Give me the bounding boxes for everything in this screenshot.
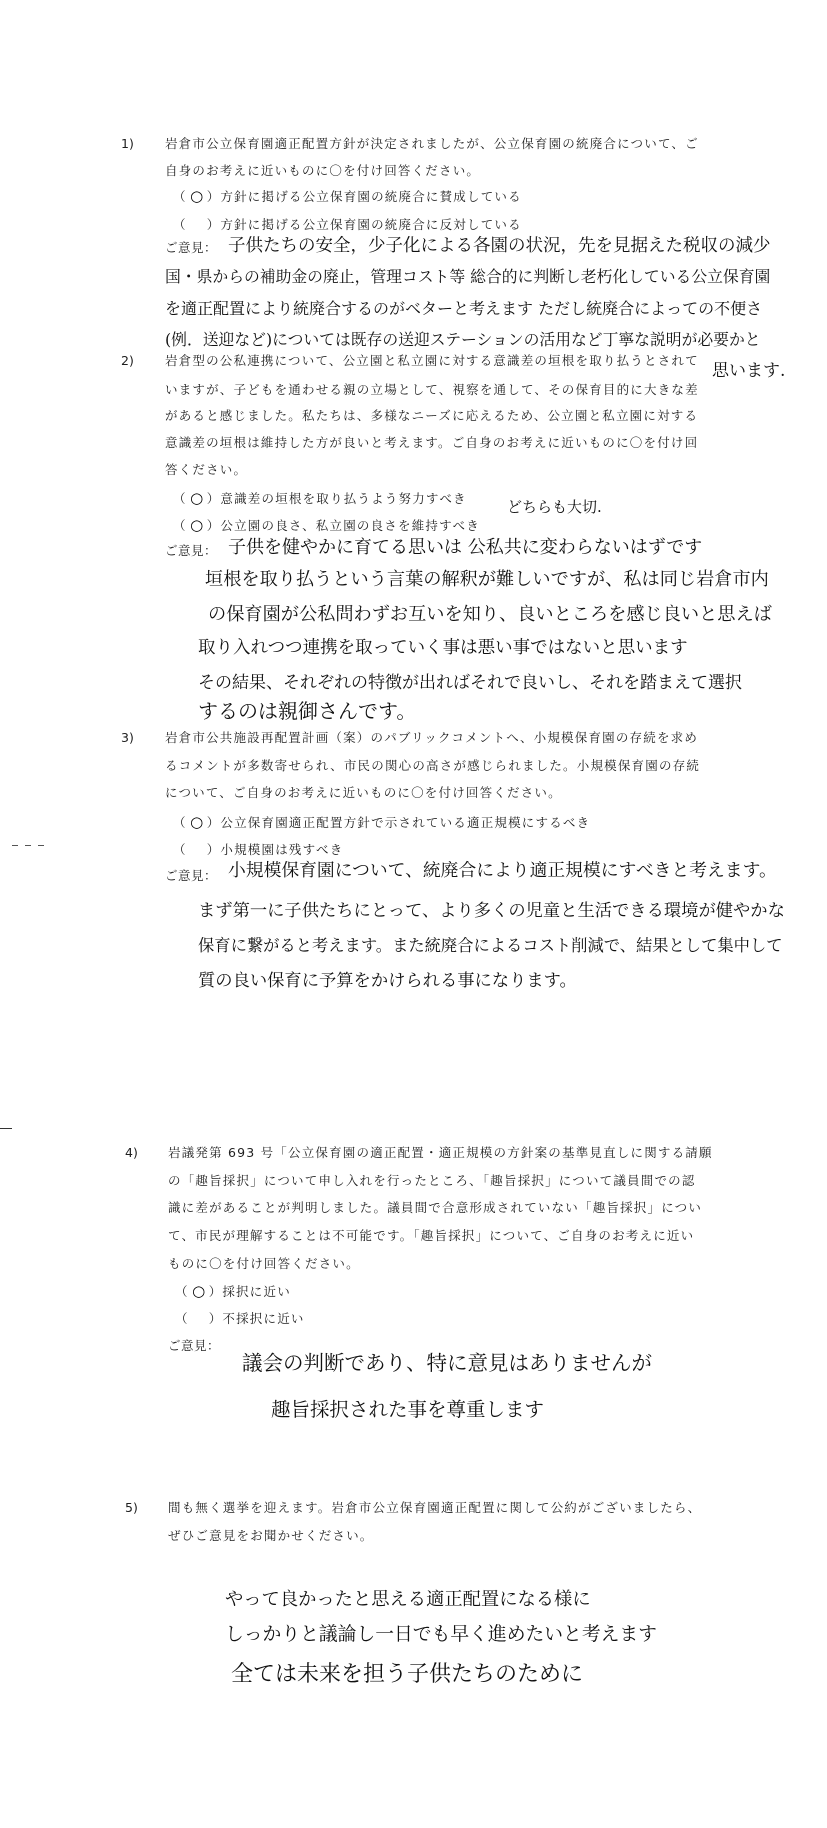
question-number: 2) (121, 353, 134, 368)
question-text-line: いますが、子どもを通わせる親の立場として、視察を通して、その保育目的に大きな差 (165, 382, 699, 397)
scan-mark (38, 845, 44, 846)
question-text-line: 意識差の垣根は維持した方が良いと考えます。ご自身のお考えに近いものに〇を付け回 (165, 435, 699, 450)
circle-mark: ○ (190, 489, 204, 507)
circle-mark: ○ (190, 813, 204, 831)
paren-open: （ (173, 815, 187, 830)
paren-close: ） (206, 815, 221, 830)
paren-close: ） (208, 1284, 223, 1299)
answer-option (173, 490, 467, 506)
paren-close: ） (206, 217, 221, 232)
answer-option (175, 1310, 305, 1326)
question-text-line: があると感じました。私たちは、多様なニーズに応えるため、公立園と私立園に対する (165, 408, 699, 423)
handwritten-answer-line: 垣根を取り払うという言葉の解釈が難しいですが、私は同じ岩倉市内 (205, 569, 769, 590)
opinion-label: ご意見： (165, 543, 218, 558)
handwritten-answer-line: やって良かったと思える適正配置になる様に (225, 1589, 591, 1610)
opinion-label: ご意見： (165, 240, 218, 255)
question-text-line: ぜひご意見をお聞かせください。 (168, 1528, 374, 1543)
opinion-label: ご意見： (165, 868, 218, 883)
handwritten-answer-line: の保育園が公私問わずお互いを知り、良いところを感じ良いと思えば (208, 604, 772, 625)
question-text-line: 岩議発第 693 号「公立保育園の適正配置・適正規模の方針案の基準見直しに関する請願 (168, 1145, 713, 1160)
option-label: 意識差の垣根を取り払うよう努力すべき (220, 491, 467, 506)
scan-mark (0, 1128, 12, 1129)
question-text-line: 間も無く選挙を迎えます。岩倉市公立保育園適正配置に関して公約がございましたら、 (168, 1500, 702, 1515)
question-number: 5) (125, 1500, 138, 1515)
option-label: 公立保育園適正配置方針で示されている適正規模にするべき (220, 815, 591, 830)
paren-close: ） (206, 842, 221, 857)
handwritten-answer-line: 全ては未来を担う子供たちのために (231, 1662, 584, 1687)
handwritten-answer-line: 国・県からの補助金の廃止，管理コスト等 総合的に判断し老朽化している公立保育園 (165, 267, 771, 286)
answer-option (173, 216, 522, 232)
question-text-line: 岩倉市公立保育園適正配置方針が決定されましたが、公立保育園の統廃合について、ご (165, 136, 699, 151)
question-text-line: ものに〇を付け回答ください。 (168, 1256, 360, 1271)
question-number: 1) (121, 136, 134, 151)
handwritten-answer-line: その結果、それぞれの特徴が出ればそれで良いし、それを踏まえて選択 (198, 673, 742, 693)
question-number: 4) (125, 1145, 138, 1160)
handwritten-answer-line: 取り入れつつ連携を取っていく事は悪い事ではないと思います (198, 638, 688, 658)
question-text-line: 答ください。 (165, 462, 248, 477)
question-text-line: て、市民が理解することは不可能です。「趣旨採択」について、ご自身のお考えに近い (168, 1228, 695, 1243)
paren-close: ） (208, 1311, 223, 1326)
paren-open: （ (173, 518, 187, 533)
paren-open: （ (173, 217, 187, 232)
question-text-line: について、ご自身のお考えに近いものに〇を付け回答ください。 (165, 785, 562, 800)
question-number: 3) (121, 730, 134, 745)
handwritten-answer-tail: 思います. (712, 361, 786, 381)
handwritten-answer-line: 保育に繋がると考えます。また統廃合によるコスト削減で、結果として集中して (198, 936, 783, 955)
circle-mark: ○ (190, 187, 204, 205)
handwritten-answer-line: 小規模保育園について、統廃合により適正規模にすべきと考えます。 (228, 860, 777, 881)
answer-option (175, 1283, 291, 1299)
option-label: 採択に近い (222, 1284, 291, 1299)
handwritten-answer-line: 子供を健やかに育てる思いは 公私共に変わらないはずです (228, 537, 703, 558)
paren-close: ） (206, 491, 221, 506)
question-text-line: 岩倉市公共施設再配置計画（案）のパブリックコメントへ、小規模保育園の存続を求め (165, 730, 699, 745)
paren-open: （ (175, 1311, 189, 1326)
option-label: 小規模園は残すべき (220, 842, 344, 857)
answer-option (173, 814, 590, 830)
handwritten-side-note: どちらも大切. (507, 498, 602, 516)
circle-mark: ○ (190, 516, 204, 534)
circle-mark: ○ (192, 1282, 206, 1300)
option-label: 方針に掲げる公立保育園の統廃合に賛成している (220, 189, 522, 204)
option-label: 不採択に近い (222, 1311, 305, 1326)
handwritten-answer-line: しっかりと議論し一日でも早く進めたいと考えます (225, 1624, 657, 1645)
question-text-line: るコメントが多数寄せられ、市民の関心の高さが感じられました。小規模保育園の存続 (165, 758, 701, 773)
scan-mark (25, 845, 31, 846)
question-text-line: 識に差があることが判明しました。議員間で合意形成されていない「趣旨採択」につい (168, 1200, 703, 1215)
paren-open: （ (173, 491, 187, 506)
paren-close: ） (206, 189, 221, 204)
handwritten-answer-line: 趣旨採択された事を尊重します (271, 1398, 545, 1421)
paren-open: （ (173, 842, 187, 857)
answer-option (173, 841, 343, 857)
paren-close: ） (206, 518, 221, 533)
question-text-line: 岩倉型の公私連携について、公立園と私立園に対する意識差の垣根を取り払うとされて (165, 353, 699, 368)
answer-option (173, 188, 522, 204)
opinion-label: ご意見： (168, 1338, 221, 1353)
paren-open: （ (173, 189, 187, 204)
handwritten-answer-line: を適正配置により統廃合するのがベターと考えます ただし統廃合によっての不便さ (165, 299, 763, 318)
handwritten-answer-line: 議会の判断であり、特に意見はありませんが (242, 1351, 652, 1375)
handwritten-answer-line: 質の良い保育に予算をかけられる事になります。 (198, 971, 577, 991)
handwritten-answer-line: (例．送迎など)については既存の送迎ステーションの活用など丁寧な説明が必要かと (165, 330, 761, 349)
question-text-line: の「趣旨採択」について申し入れを行ったところ、「趣旨採択」について議員間での認 (168, 1173, 696, 1188)
handwritten-answer-line: まず第一に子供たちにとって、より多くの児童と生活できる環境が健やかな (198, 901, 785, 921)
answer-option (173, 517, 480, 533)
question-text-line: 自身のお考えに近いものに〇を付け回答ください。 (165, 163, 481, 178)
handwritten-answer-line: するのは親御さんです。 (198, 699, 417, 723)
paren-open: （ (175, 1284, 189, 1299)
option-label: 方針に掲げる公立保育園の統廃合に反対している (220, 217, 522, 232)
option-label: 公立園の良さ、私立園の良さを維持すべき (220, 518, 480, 533)
handwritten-answer-line: 子供たちの安全，少子化による各園の状況，先を見据えた税収の減少 (228, 236, 771, 256)
scan-mark (12, 845, 18, 846)
